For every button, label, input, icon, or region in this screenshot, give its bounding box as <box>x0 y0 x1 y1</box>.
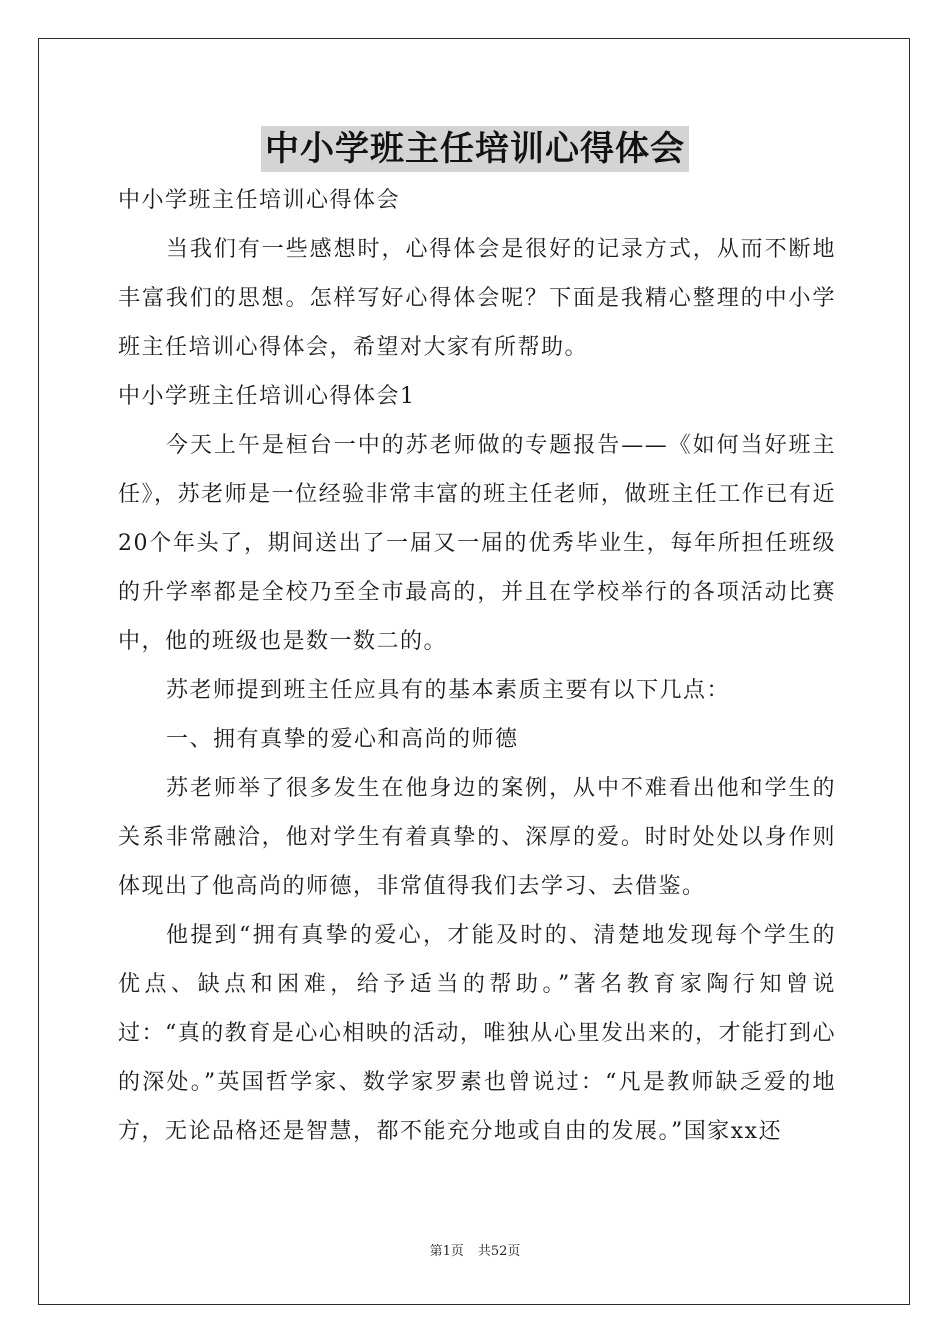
intro-paragraph: 当我们有一些感想时，心得体会是很好的记录方式，从而不断地丰富我们的思想。怎样写好心得体会呢？下面是我精心整理的中小学班主任培训心得体会，希望对大家有所帮助。 <box>118 237 836 360</box>
title-area <box>0 126 950 172</box>
section-heading: 中小学班主任培训心得体会1 <box>118 384 416 409</box>
body-paragraph: 苏老师提到班主任应具有的基本素质主要有以下几点： <box>166 678 731 703</box>
document-body <box>118 176 836 1156</box>
page-footer <box>0 1240 950 1259</box>
document-title: 中小学班主任培训心得体会 <box>261 126 689 172</box>
body-paragraph: 他提到“拥有真挚的爱心，才能及时的、清楚地发现每个学生的优点、缺点和困难，给予适当的帮助。”著名教育家陶行知曾说过：“真的教育是心心相映的活动，唯独从心里发出来的，才能打到心的深处。”英国哲学家、数学家罗素也曾说过：“凡是教师缺乏爱的地方，无论品格还是智慧，都不能充分地或自由的发展。”国家xx还 <box>118 923 836 1144</box>
page-total: 共52页 <box>477 1244 521 1259</box>
point-heading: 一、拥有真挚的爱心和高尚的师德 <box>166 727 519 752</box>
body-paragraph: 今天上午是桓台一中的苏老师做的专题报告——《如何当好班主任》，苏老师是一位经验非常丰富的班主任老师，做班主任工作已有近20个年头了，期间送出了一届又一届的优秀毕业生，每年所担任班级的升学率都是全校乃至全市最高的，并且在学校举行的各项活动比赛中，他的班级也是数一数二的。 <box>118 433 836 654</box>
page-number: 第1页 <box>429 1244 464 1259</box>
subtitle-paragraph: 中小学班主任培训心得体会 <box>118 188 401 213</box>
body-paragraph: 苏老师举了很多发生在他身边的案例，从中不难看出他和学生的关系非常融洽，他对学生有着真挚的、深厚的爱。时时处处以身作则体现出了他高尚的师德，非常值得我们去学习、去借鉴。 <box>118 776 836 899</box>
